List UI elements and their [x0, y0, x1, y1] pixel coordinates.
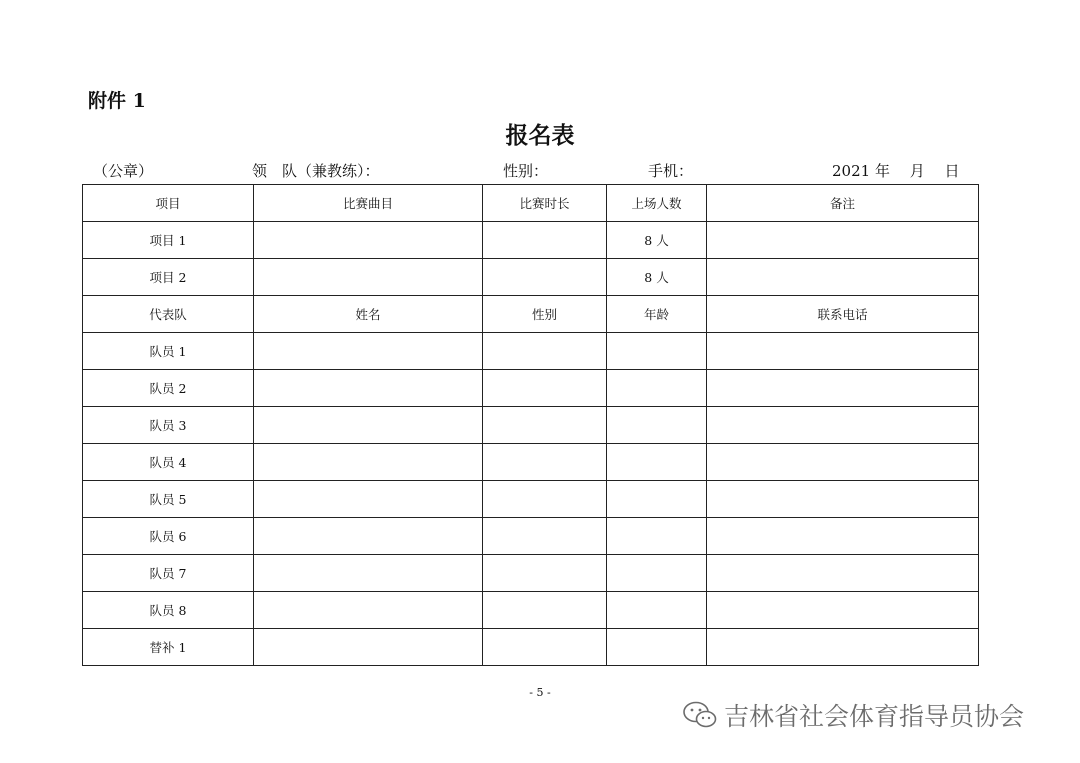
cell-name — [254, 407, 483, 444]
cell-note-phone — [707, 481, 979, 518]
cell-duration-gender — [483, 555, 607, 592]
cell-name — [254, 629, 483, 666]
program-header-row — [83, 185, 979, 222]
cell-duration-gender — [483, 481, 607, 518]
cell-label: 队员 6 — [83, 518, 254, 555]
cell-label: 项目 1 — [83, 222, 254, 259]
cell-label: 队员 4 — [83, 444, 254, 481]
cell-duration-gender — [483, 592, 607, 629]
cell-label: 队员 3 — [83, 407, 254, 444]
cell-name — [254, 518, 483, 555]
cell-label: 队员 5 — [83, 481, 254, 518]
cell-count-age: 8 人 — [607, 222, 707, 259]
member-row — [83, 333, 979, 370]
cell-note-phone — [707, 222, 979, 259]
cell-count-age — [607, 629, 707, 666]
cell-name — [254, 555, 483, 592]
date-label: 2021 年 月 日 — [832, 162, 960, 180]
cell-name — [254, 444, 483, 481]
cell-note-phone — [707, 370, 979, 407]
cell-name — [254, 259, 483, 296]
member-row — [83, 518, 979, 555]
registration-table — [82, 184, 979, 666]
member-row — [83, 592, 979, 629]
cell-label: 队员 2 — [83, 370, 254, 407]
member-row — [83, 555, 979, 592]
cell-count-age — [607, 333, 707, 370]
cell-duration-gender — [483, 629, 607, 666]
cell-count-age — [607, 555, 707, 592]
cell-label: 项目 — [83, 185, 254, 222]
cell-note-phone — [707, 629, 979, 666]
gender-label: 性别： — [503, 162, 549, 180]
cell-duration-gender — [483, 333, 607, 370]
cell-duration-gender — [483, 407, 607, 444]
cell-name: 比赛曲目 — [254, 185, 483, 222]
cell-note-phone — [707, 592, 979, 629]
cell-count-age — [607, 444, 707, 481]
member-row — [83, 370, 979, 407]
cell-label: 队员 8 — [83, 592, 254, 629]
cell-label: 项目 2 — [83, 259, 254, 296]
cell-note-phone — [707, 518, 979, 555]
cell-count-age — [607, 518, 707, 555]
program-row — [83, 259, 979, 296]
member-row — [83, 481, 979, 518]
watermark — [682, 697, 1024, 733]
cell-count-age — [607, 370, 707, 407]
member-row — [83, 407, 979, 444]
cell-name — [254, 592, 483, 629]
cell-count-age: 上场人数 — [607, 185, 707, 222]
cell-note-phone — [707, 407, 979, 444]
cell-label: 队员 1 — [83, 333, 254, 370]
cell-note-phone: 联系电话 — [707, 296, 979, 333]
attachment-label: 附件 1 — [88, 90, 146, 112]
cell-note-phone: 备注 — [707, 185, 979, 222]
member-header-row — [83, 296, 979, 333]
cell-name — [254, 370, 483, 407]
cell-note-phone — [707, 444, 979, 481]
program-row — [83, 222, 979, 259]
wechat-icon — [682, 701, 718, 729]
cell-name: 姓名 — [254, 296, 483, 333]
page-number: - 5 - — [529, 686, 551, 699]
cell-label: 队员 7 — [83, 555, 254, 592]
phone-label: 手机： — [648, 162, 694, 180]
watermark-text: 吉林省社会体育指导员协会 — [724, 702, 1025, 731]
cell-count-age: 年龄 — [607, 296, 707, 333]
cell-label: 代表队 — [83, 296, 254, 333]
cell-count-age — [607, 481, 707, 518]
cell-duration-gender — [483, 370, 607, 407]
cell-note-phone — [707, 333, 979, 370]
cell-note-phone — [707, 555, 979, 592]
form-title: 报名表 — [505, 122, 575, 149]
cell-label: 替补 1 — [83, 629, 254, 666]
member-row — [83, 444, 979, 481]
cell-duration-gender — [483, 222, 607, 259]
cell-name — [254, 481, 483, 518]
cell-duration-gender: 性别 — [483, 296, 607, 333]
cell-duration-gender — [483, 518, 607, 555]
cell-note-phone — [707, 259, 979, 296]
cell-count-age — [607, 592, 707, 629]
member-row — [83, 629, 979, 666]
seal-label: （公章） — [93, 162, 154, 180]
leader-label: 领 队（兼教练）： — [252, 162, 380, 180]
cell-duration-gender: 比赛时长 — [483, 185, 607, 222]
cell-count-age: 8 人 — [607, 259, 707, 296]
cell-name — [254, 222, 483, 259]
cell-duration-gender — [483, 444, 607, 481]
cell-count-age — [607, 407, 707, 444]
cell-name — [254, 333, 483, 370]
cell-duration-gender — [483, 259, 607, 296]
